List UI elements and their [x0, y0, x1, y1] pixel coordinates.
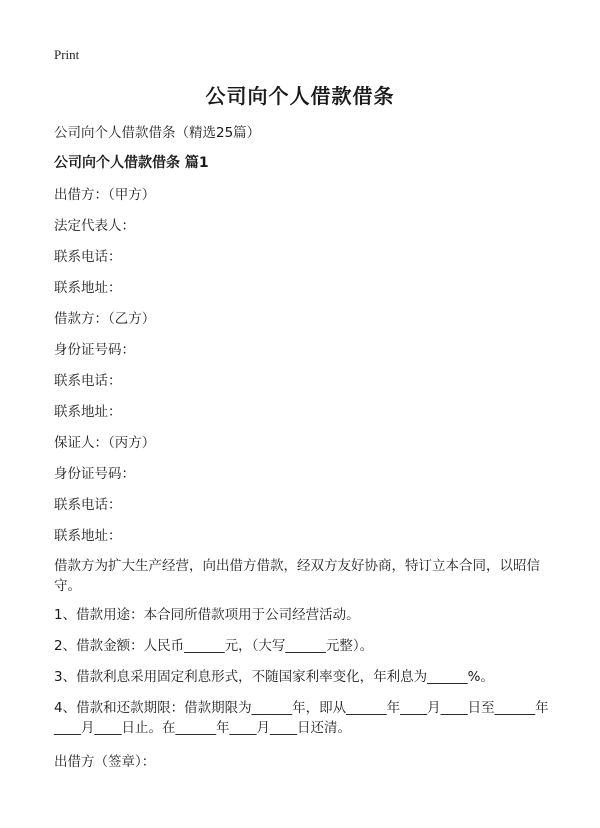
field-borrower: 借款方：（乙方） [54, 311, 156, 327]
field-lender-address: 联系地址： [54, 280, 122, 296]
field-borrower-phone: 联系电话： [54, 373, 122, 389]
document-title: 公司向个人借款借条 [205, 84, 395, 108]
clause-2: 2、借款金额：人民币______元，（大写______元整）。 [54, 638, 374, 654]
field-guarantor: 保证人：（丙方） [54, 435, 156, 451]
print-link[interactable]: Print [54, 47, 80, 62]
field-guarantor-id: 身份证号码： [54, 466, 135, 482]
field-guarantor-phone: 联系电话： [54, 497, 122, 513]
document-subtitle: 公司向个人借款借条（精选25篇） [54, 125, 261, 141]
clause-3: 3、借款利息采用固定利息形式，不随国家利率变化，年利息为______%。 [54, 669, 494, 685]
field-borrower-id: 身份证号码： [54, 342, 135, 358]
field-legal-rep: 法定代表人： [54, 218, 135, 234]
field-borrower-address: 联系地址： [54, 404, 122, 420]
clause-4: 4、借款和还款期限：借款期限为______年，即从______年____月____日至______年____月____日止。在______年____月____日还清。 [54, 700, 549, 736]
intro-paragraph: 借款方为扩大生产经营，向出借方借款，经双方友好协商，特订立本合同，以昭信守。 [54, 558, 540, 594]
section-heading: 公司向个人借款借条 篇1 [54, 155, 209, 171]
field-lender-phone: 联系电话： [54, 249, 122, 265]
field-lender: 出借方：（甲方） [54, 187, 156, 203]
clause-1: 1、借款用途：本合同所借款项用于公司经营活动。 [54, 607, 360, 623]
signature-line: 出借方（签章）： [54, 754, 156, 770]
field-guarantor-address: 联系地址： [54, 528, 122, 544]
